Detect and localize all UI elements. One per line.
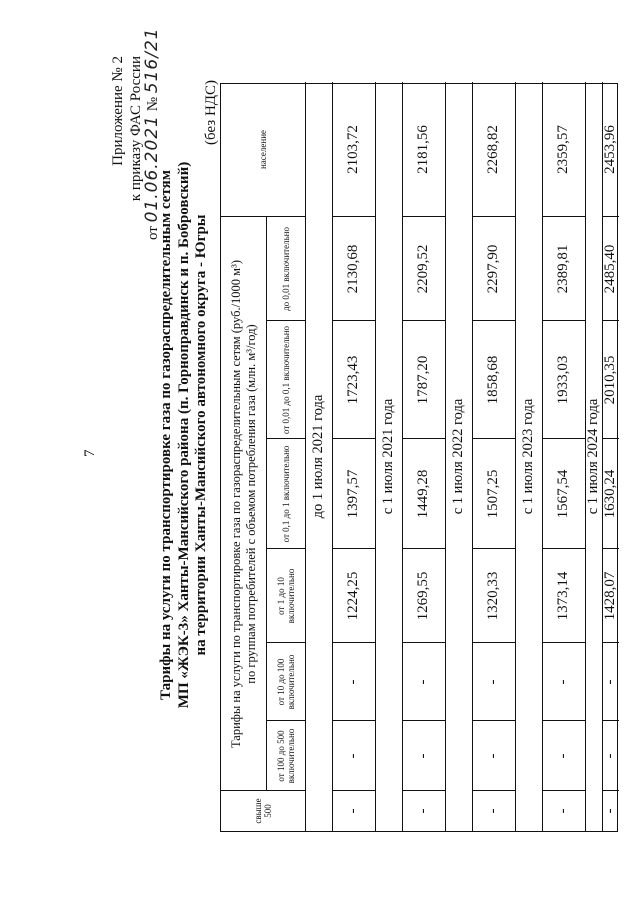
grid-line	[445, 82, 446, 831]
grid-line	[402, 216, 445, 217]
table-cell: -	[415, 753, 431, 759]
appendix-date-prefix: от	[145, 226, 161, 240]
grid-line	[332, 438, 375, 439]
appendix-number-prefix: №	[145, 96, 161, 112]
grid-line	[542, 720, 585, 721]
grid-line	[402, 720, 445, 721]
table-cell: 1787,20	[415, 355, 431, 405]
table-cell: 2103,72	[345, 125, 361, 174]
grid-line	[305, 82, 306, 831]
table-cell: -	[345, 753, 361, 759]
title-line2: МП «ЖЭК-3» Ханты-Мансийского района (п. Горноправдинск и п. Бобровский)	[176, 161, 192, 709]
page-number: 7	[82, 449, 98, 457]
grid-line	[515, 82, 516, 831]
table-cell: -	[485, 679, 501, 685]
table-cell: 2389,81	[555, 244, 571, 294]
table-cell: 1567,54	[555, 469, 571, 519]
grid-line	[585, 82, 586, 831]
grid-line	[472, 82, 473, 831]
vat-note: (без НДС)	[203, 79, 219, 145]
grid-line	[332, 320, 375, 321]
grid-line	[402, 790, 445, 791]
grid-line	[472, 720, 515, 721]
header-group-line1: Тарифы на услуги по транспортировке газа по газораспределительным сетям (руб./1000 м³)	[228, 259, 243, 749]
grid-line	[266, 320, 305, 321]
table-cell: -	[602, 753, 618, 759]
grid-line	[221, 790, 305, 791]
grid-line	[542, 82, 543, 831]
table-cell: 1858,68	[485, 355, 501, 405]
table-cell: 2297,90	[485, 244, 501, 294]
table-cell: -	[345, 679, 361, 685]
grid-line	[602, 548, 619, 549]
table-cell: 1449,28	[415, 469, 431, 519]
appendix-line2: к приказу ФАС России	[128, 56, 144, 202]
table-cell: -	[415, 679, 431, 685]
table-cell: 1269,55	[415, 571, 431, 621]
grid-line	[332, 82, 333, 831]
grid-line	[602, 320, 619, 321]
grid-line	[402, 548, 445, 549]
table-cell: -	[555, 753, 571, 759]
grid-line	[472, 790, 515, 791]
title-line3: на территории Ханты-Мансийского автономного округа - Югры	[193, 214, 209, 656]
table-cell: -	[555, 808, 571, 814]
col-header-100-500: от 100 до 500 включительно	[275, 728, 296, 784]
grid-line	[332, 642, 375, 643]
grid-line	[375, 82, 376, 831]
grid-line	[402, 438, 445, 439]
grid-line	[266, 720, 305, 721]
table-cell: -	[485, 808, 501, 814]
table-cell: 2010,35	[602, 355, 618, 405]
header-group	[221, 217, 266, 791]
table-cell: 2485,40	[602, 244, 618, 294]
period-label: с 1 июля 2024 года	[585, 398, 601, 515]
grid-line	[402, 82, 403, 831]
grid-line	[332, 790, 375, 791]
table-cell: -	[415, 808, 431, 814]
col-header-10-100: от 10 до 100 включительно	[275, 654, 296, 710]
table-cell: 1320,33	[485, 571, 501, 621]
table-cell: -	[555, 679, 571, 685]
period-label: до 1 июля 2021 года	[310, 394, 326, 519]
grid-line	[602, 642, 619, 643]
grid-line	[472, 216, 515, 217]
handwritten-date: 01.06.2021	[142, 115, 162, 223]
table-cell: 1507,25	[485, 469, 501, 519]
table-cell: -	[345, 808, 361, 814]
grid-line	[332, 216, 375, 217]
header-group-line2: по группам потребителей с объемом потребления газа (млн. м³/год)	[243, 324, 258, 684]
period-label: с 1 июля 2023 года	[520, 398, 536, 515]
grid-line	[402, 642, 445, 643]
table-cell: 1630,24	[602, 469, 618, 519]
col-header-0_01-0_1: от 0,01 до 0,1 включительно	[280, 325, 291, 435]
grid-line	[266, 217, 267, 791]
table-cell: 1224,25	[345, 571, 361, 621]
table-cell: -	[485, 753, 501, 759]
title-line1: Тарифы на услуги по транспортировке газа по газораспределительным сетям	[158, 170, 174, 700]
table-cell: 2181,56	[415, 125, 431, 174]
grid-line	[266, 548, 305, 549]
grid-line	[472, 642, 515, 643]
handwritten-number: 516/21	[142, 27, 162, 94]
table-cell: -	[602, 679, 618, 685]
table-cell: 2359,57	[555, 125, 571, 174]
grid-line	[402, 320, 445, 321]
col-header-over-500: свыше 500	[253, 798, 273, 824]
grid-line	[542, 642, 585, 643]
col-header-up-to-0_01: до 0,01 включительно	[280, 227, 291, 312]
table-cell: 2453,96	[602, 125, 618, 174]
grid-line	[221, 216, 305, 217]
grid-line	[602, 438, 619, 439]
table-cell: 1373,14	[555, 571, 571, 621]
col-header-0_1-1: от 0,1 до 1 включительно	[280, 445, 291, 543]
grid-line	[602, 82, 603, 831]
tariff-table	[220, 83, 618, 832]
grid-line	[602, 790, 619, 791]
table-cell: 2130,68	[345, 244, 361, 294]
grid-line	[266, 642, 305, 643]
grid-line	[266, 438, 305, 439]
period-label: с 1 июля 2021 года	[380, 398, 396, 515]
grid-line	[542, 320, 585, 321]
table-cell: 2268,82	[485, 125, 501, 174]
col-header-1-10: от 1 до 10 включительно	[275, 568, 296, 624]
grid-line	[332, 548, 375, 549]
table-cell: 1933,03	[555, 355, 571, 405]
grid-line	[542, 790, 585, 791]
period-label: с 1 июля 2022 года	[450, 398, 466, 515]
grid-line	[542, 438, 585, 439]
grid-line	[542, 548, 585, 549]
table-cell: -	[602, 808, 618, 814]
table-cell: 1428,07	[602, 571, 618, 621]
table-cell: 1723,43	[345, 355, 361, 405]
grid-line	[472, 438, 515, 439]
table-cell: 1397,57	[345, 469, 361, 519]
appendix-line1: Приложение № 2	[110, 56, 126, 166]
grid-line	[602, 216, 619, 217]
table-cell: 2209,52	[415, 244, 431, 294]
grid-line	[602, 720, 619, 721]
grid-line	[332, 720, 375, 721]
col-header-population: население	[258, 129, 268, 170]
grid-line	[472, 320, 515, 321]
grid-line	[542, 216, 585, 217]
grid-line	[472, 548, 515, 549]
